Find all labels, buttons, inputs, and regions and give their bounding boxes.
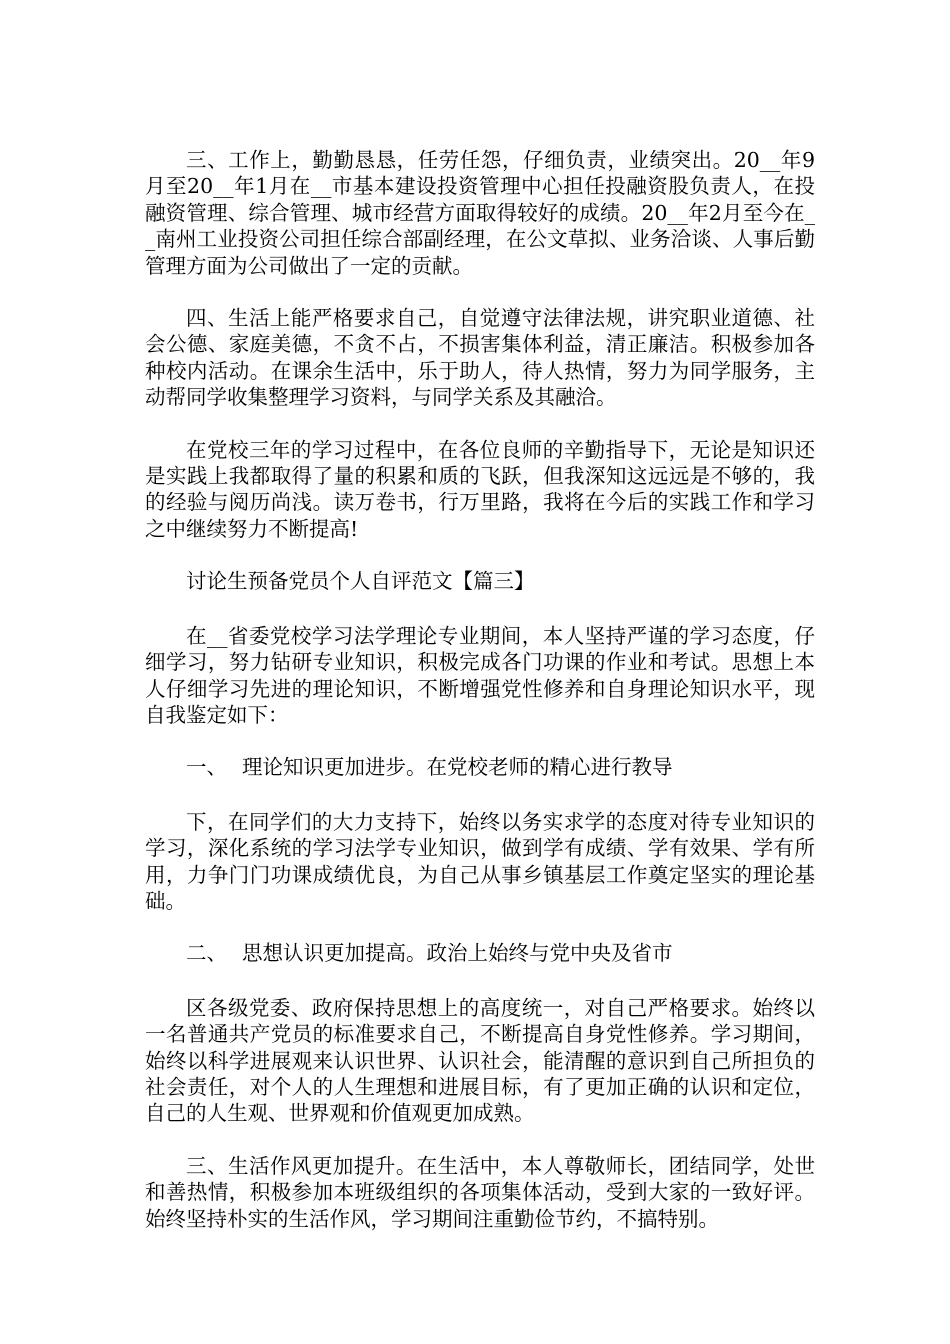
paragraph-thought: 区各级党委、政府保持思想上的高度统一，对自己严格要求。始终以一名普通共产党员的标准要求自己，不断提高自身党性修养。学习期间，始终以科学进展观来认识世界、认识社会，能清醒的意识到自己所担负的社会责任，对个人的人生理想和进展目标，有了更加正确的认识和定位，自己的人生观、世界观和价值观更加成熟。 [145,995,815,1126]
section-title: 讨论生预备党员个人自评范文【篇三】 [186,569,535,594]
paragraph-intro: 在__省委党校学习法学理论专业期间，本人坚持严谨的学习态度，仔细学习，努力钻研专业知识，积极完成各门功课的作业和考试。思想上本人仔细学习先进的理论知识，不断增强党性修养和自身理论知识水平，现自我鉴定如下： [145,623,815,727]
paragraph-life: 四、生活上能严格要求自己，自觉遵守法律法规，讲究职业道德、社会公德、家庭美德，不贪不占，不损害集体利益，清正廉洁。积极参加各种校内活动。在课余生活中，乐于助人，待人热情，努力为同学服务，主动帮同学收集整理学习资料，与同学关系及其融洽。 [145,306,815,410]
paragraph-study-summary: 在党校三年的学习过程中，在各位良师的辛勤指导下，无论是知识还是实践上我都取得了量的积累和质的飞跃，但我深知这远远是不够的，我的经验与阅历尚浅。读万卷书，行万里路，我将在今后的实践工作和学习之中继续努力不断提高! [145,437,815,541]
heading-theory-number: 一、 [186,755,227,780]
heading-theory [145,754,815,780]
paragraph-theory: 下，在同学们的大力支持下，始终以务实求学的态度对待专业知识的学习，深化系统的学习法学专业知识，做到学有成绩、学有效果、学有所用，力争门门功课成绩优良，为自己从事乡镇基层工作奠定坚实的理论基础。 [145,809,815,913]
paragraph-work: 三、工作上，勤勤恳恳，任劳任怨，仔细负责，业绩突出。20__年9月至20__年1月在__市基本建设投资管理中心担任投融资股负责人，在投融资管理、综合管理、城市经营方面取得较好的成绩。20__年2月至今在__南州工业投资公司担任综合部副经理，在公文草拟、业务洽谈、人事后勤管理方面为公司做出了一定的贡献。 [145,148,815,278]
heading-theory-text: 理论知识更加进步。在党校老师的精心进行教导 [242,755,673,780]
paragraph-lifestyle: 三、生活作风更加提升。在生活中，本人尊敬师长，团结同学，处世和善热情，积极参加本班级组织的各项集体活动，受到大家的一致好评。始终坚持朴实的生活作风，学习期间注重勤俭节约，不搞特别。 [145,1153,815,1231]
heading-thought-text: 思想认识更加提高。政治上始终与党中央及省市 [242,941,673,966]
document-body [145,147,815,1258]
heading-thought [145,940,815,966]
heading-thought-number: 二、 [186,941,227,966]
